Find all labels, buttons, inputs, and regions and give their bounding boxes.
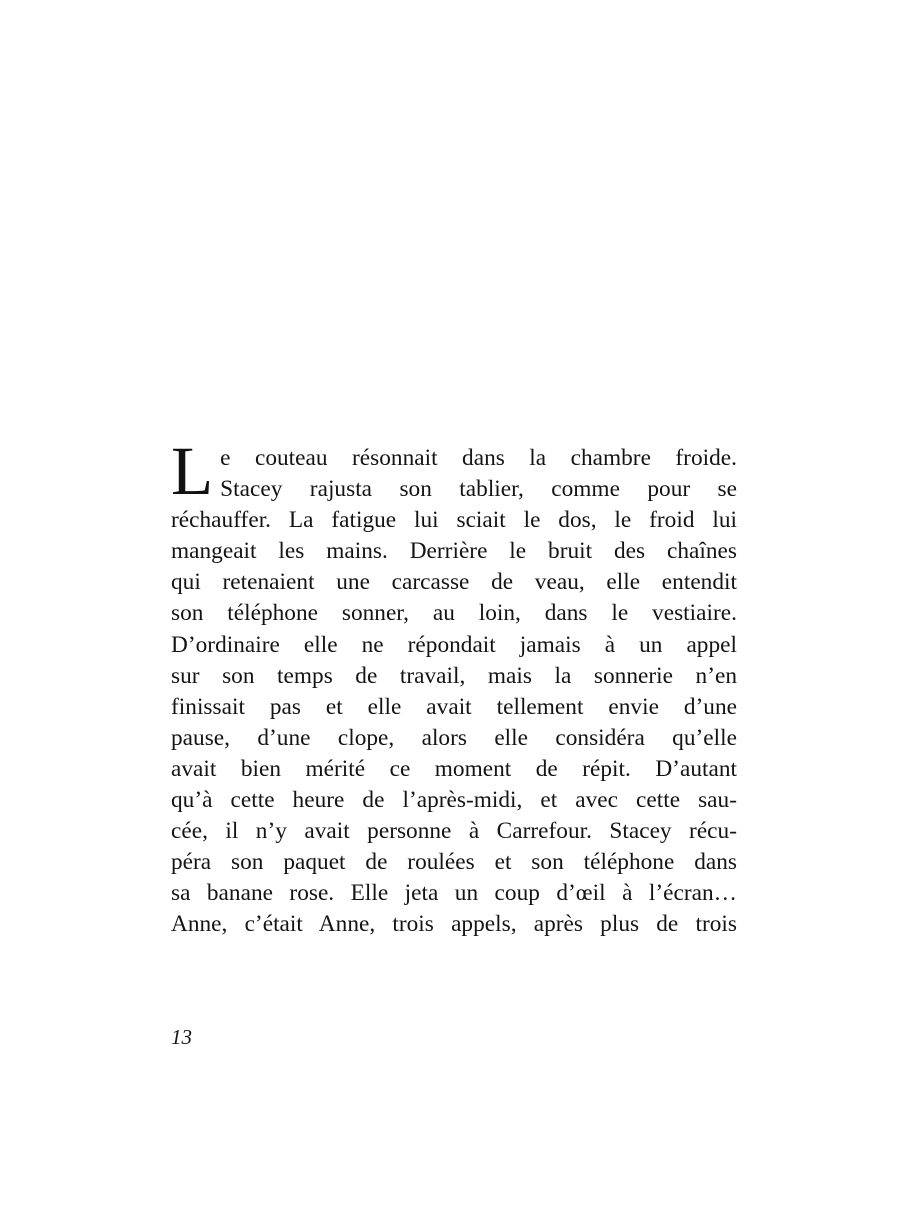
- drop-cap-letter: L: [171, 433, 214, 509]
- body-paragraph: [171, 433, 737, 941]
- body-line: finissait pas et elle avait tellement envie d’une: [171, 693, 737, 720]
- page-number: 13: [171, 1025, 192, 1049]
- body-line: sa banane rose. Elle jeta un coup d’œil à l’écran…: [171, 880, 737, 907]
- body-line: Anne, c’était Anne, trois appels, après plus de trois: [171, 911, 737, 938]
- body-line: mangeait les mains. Derrière le bruit des chaînes: [171, 538, 737, 565]
- body-line: sur son temps de travail, mais la sonnerie n’en: [171, 662, 737, 689]
- body-line: qu’à cette heure de l’après-midi, et avec cette sau-: [171, 787, 737, 814]
- body-line: qui retenaient une carcasse de veau, elle entendit: [171, 569, 737, 596]
- body-line: péra son paquet de roulées et son téléphone dans: [171, 849, 737, 876]
- body-line: e couteau résonnait dans la chambre froide.: [220, 445, 737, 471]
- body-line: avait bien mérité ce moment de répit. D’autant: [171, 755, 737, 782]
- body-line: pause, d’une clope, alors elle considéra qu’elle: [171, 724, 737, 751]
- body-text-block: [171, 433, 737, 941]
- body-line: Stacey rajusta son tablier, comme pour se: [220, 476, 737, 503]
- body-line: D’ordinaire elle ne répondait jamais à un appel: [171, 631, 737, 658]
- body-line: cée, il n’y avait personne à Carrefour. Stacey récu-: [171, 818, 737, 845]
- body-line: réchauffer. La fatigue lui sciait le dos, le froid lui: [171, 507, 737, 534]
- body-line: son téléphone sonner, au loin, dans le vestiaire.: [171, 600, 737, 627]
